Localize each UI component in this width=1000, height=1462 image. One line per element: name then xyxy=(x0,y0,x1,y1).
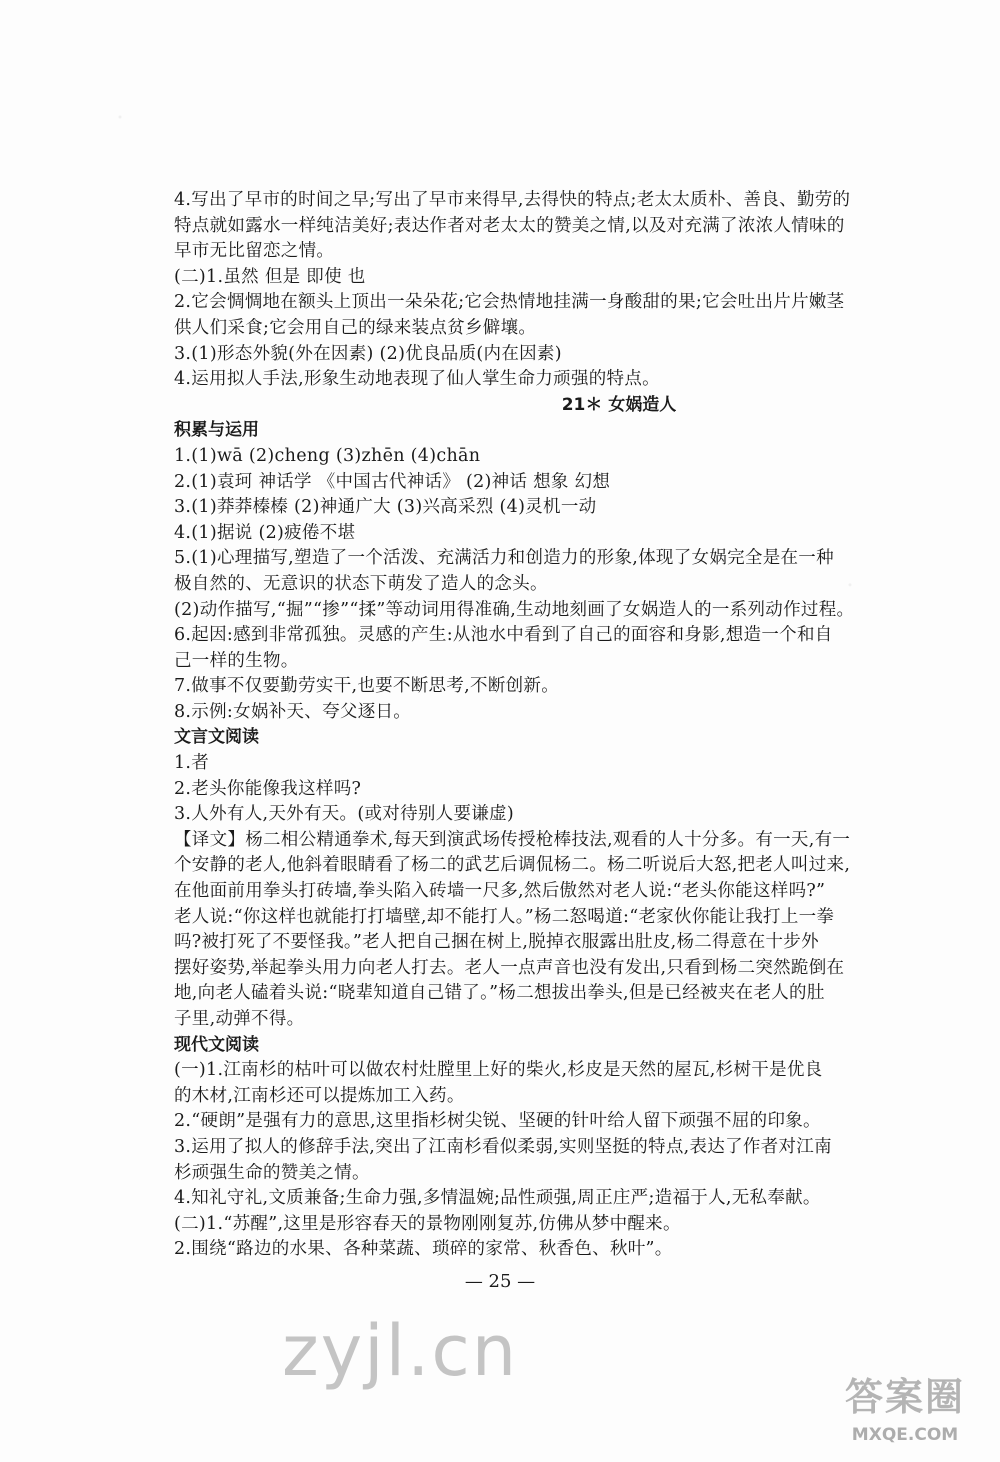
text-line: 3.(1)莽莽榛榛 (2)神通广大 (3)兴高采烈 (4)灵机一动 xyxy=(174,497,597,518)
text-line: 2.老头你能像我这样吗? xyxy=(174,778,362,799)
text-line: 供人们采食;它会用自己的绿来装点贫乡僻壤。 xyxy=(174,317,537,338)
text-line: 3.运用了拟人的修辞手法,突出了江南杉看似柔弱,实则坚挺的特点,表达了作者对江南 xyxy=(174,1136,832,1157)
section-heading: 文言文阅读 xyxy=(174,727,259,748)
section-heading: 现代文阅读 xyxy=(174,1034,259,1055)
text-line: 1.(1)wā (2)cheng (3)zhēn (4)chān xyxy=(174,445,481,466)
text-line: 在他面前用拳头打砖墙,拳头陷入砖墙一尺多,然后傲然对老人说:“老头你能这样吗?” xyxy=(174,881,826,902)
text-line: 极自然的、无意识的状态下萌发了造人的念头。 xyxy=(174,573,548,594)
text-line: 己一样的生物。 xyxy=(174,650,299,671)
text-line: (2)动作描写,“掘”“掺”“揉”等动词用得准确,生动地刻画了女娲造人的一系列动作过程。 xyxy=(174,599,855,620)
text-line: 杉顽强生命的赞美之情。 xyxy=(174,1162,370,1183)
text-line: 1.者 xyxy=(174,753,210,774)
text-line: 摆好姿势,举起拳头用力向老人打去。老人一点声音也没有发出,只看到杨二突然跪倒在 xyxy=(174,957,845,978)
text-line: 地,向老人磕着头说:“晓辈知道自己错了。”杨二想拔出拳头,但是已经被夹在老人的肚 xyxy=(174,983,825,1004)
answer-text-block xyxy=(174,188,914,1263)
text-line: 早市无比留恋之情。 xyxy=(174,241,335,262)
text-line: 6.起因:感到非常孤独。灵感的产生:从池水中看到了自己的面容和身影,想造一个和自 xyxy=(174,625,833,646)
text-line: 老人说:“你这样也就能打打墙壁,却不能打人。”杨二怒喝道:“老家伙你能让我打上一拳 xyxy=(174,906,835,927)
text-line: 5.(1)心理描写,塑造了一个活泼、充满活力和创造力的形象,体现了女娲完全是在一种 xyxy=(174,548,834,569)
badge-url: MXQE.COM xyxy=(851,1425,959,1445)
lesson-title: 21＊ 女娲造人 xyxy=(561,394,677,415)
text-line: 7.做事不仅要勤劳实干,也要不断思考,不断创新。 xyxy=(174,676,560,697)
watermark-logo: zyjl.cn xyxy=(282,1310,519,1392)
text-line: (二)1.虽然 但是 即使 也 xyxy=(174,266,366,287)
text-line: 2.围绕“路边的水果、各种菜蔬、琐碎的家常、秋香色、秋叶”。 xyxy=(174,1239,673,1260)
text-line: 4.写出了早市的时间之早;写出了早市来得早,去得快的特点;老太太质朴、善良、勤劳的 xyxy=(174,190,851,210)
text-line: (一)1.江南杉的枯叶可以做农村灶膛里上好的柴火,杉皮是天然的屋瓦,杉树干是优良 xyxy=(174,1060,823,1081)
text-line: 2.它会惆惆地在额头上顶出一朵朵花;它会热情地挂满一身酸甜的果;它会吐出片片嫩茎 xyxy=(174,292,845,313)
text-line: 特点就如露水一样纯洁美好;表达作者对老太太的赞美之情,以及对充满了浓浓人情味的 xyxy=(174,215,845,236)
text-line: (二)1.“苏醒”,这里是形容春天的景物刚刚复苏,仿佛从梦中醒来。 xyxy=(174,1213,681,1234)
text-line: 8.示例:女娲补天、夸父逐日。 xyxy=(174,701,412,722)
text-line: 吗?被打死了不要怪我。”老人把自己捆在树上,脱掉衣服露出肚皮,杨二得意在十步外 xyxy=(174,932,819,953)
text-line: 个安静的老人,他斜着眼睛看了杨二的武艺后调侃杨二。杨二听说后大怒,把老人叫过来, xyxy=(174,855,851,876)
site-badge-logo xyxy=(830,1365,980,1455)
text-line: 3.人外有人,天外有天。(或对待别人要谦虚) xyxy=(174,804,515,825)
text-line: 子里,动弹不得。 xyxy=(174,1009,305,1029)
text-line: 4.知礼守礼,文质兼备;生命力强,多情温婉;品性顽强,周正庄严;造福于人,无私奉献。 xyxy=(174,1188,821,1209)
text-line: 2.(1)袁珂 神话学 《中国古代神话》 (2)神话 想象 幻想 xyxy=(174,471,611,492)
text-line: 4.(1)据说 (2)疲倦不堪 xyxy=(174,522,356,543)
text-line: 4.运用拟人手法,形象生动地表现了仙人掌生命力顽强的特点。 xyxy=(174,369,660,390)
page-number: — 25 — xyxy=(464,1271,536,1292)
badge-logo-text: 答案圈 xyxy=(844,1374,965,1419)
text-line: 2.“硬朗”是强有力的意思,这里指杉树尖锐、坚硬的针叶给人留下顽强不屈的印象。 xyxy=(174,1111,821,1132)
text-line: 3.(1)形态外貌(外在因素) (2)优良品质(内在因素) xyxy=(174,343,562,364)
text-line: 【译文】杨二相公精通拳术,每天到演武场传授枪棒技法,观看的人十分多。有一天,有一 xyxy=(174,829,851,850)
text-line: 的木材,江南杉还可以提炼加工入药。 xyxy=(174,1085,465,1106)
section-heading: 积累与运用 xyxy=(174,420,259,441)
